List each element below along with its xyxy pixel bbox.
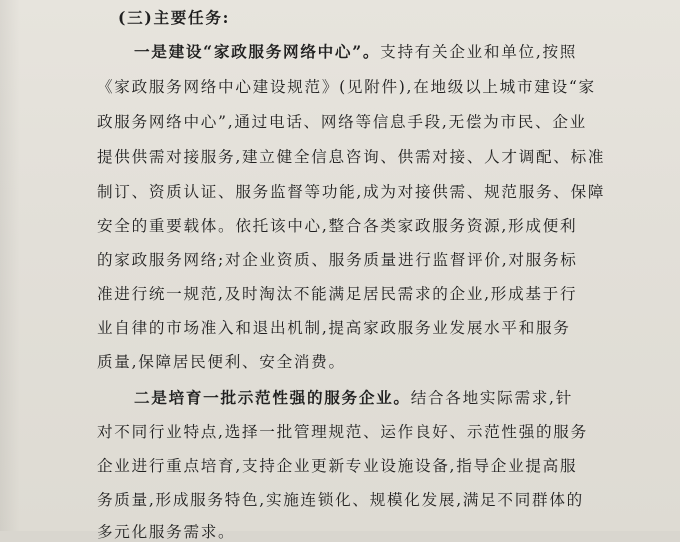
paragraph-1-line: 安全的重要载体。依托该中心,整合各类家政服务资源,形成便利 (97, 217, 578, 235)
paragraph-1-line: 《家政服务网络中心建设规范》(见附件),在地级以上城市建设“家 (97, 78, 596, 96)
paragraph-2-line: 企业进行重点培育,支持企业更新专业设施设备,指导企业提高服 (97, 457, 578, 475)
paragraph-1-line: 质量,保障居民便利、安全消费。 (97, 353, 346, 371)
paragraph-1-lead: 一是建设“家政服务网络中心”。 (134, 42, 381, 61)
paragraph-1-line: 制订、资质认证、服务监督等功能,成为对接供需、规范服务、保障 (97, 183, 606, 201)
paragraph-1-line: 的家政服务网络;对企业资质、服务质量进行监督评价,对服务标 (97, 251, 578, 269)
paragraph-2-line: 务质量,形成服务特色,实施连锁化、规模化发展,满足不同群体的 (97, 491, 584, 509)
paragraph-2-first-line-rest: 结合各地实际需求,针 (410, 389, 574, 407)
paragraph-1-line: 业自律的市场准入和退出机制,提高家政服务业发展水平和服务 (97, 319, 571, 337)
paragraph-2-first-line (134, 388, 573, 408)
paragraph-1-line: 准进行统一规范,及时淘汰不能满足居民需求的企业,形成基于行 (97, 285, 578, 303)
section-heading: (三)主要任务: (118, 8, 231, 27)
paragraph-1-first-line (134, 42, 577, 62)
paragraph-2-line: 对不同行业特点,选择一批管理规范、运作良好、示范性强的服务 (97, 423, 588, 441)
paragraph-1-line: 政服务网络中心”,通过电话、网络等信息手段,无偿为市民、企业 (97, 113, 587, 131)
paragraph-1-first-line-rest: 支持有关企业和单位,按照 (380, 43, 578, 61)
paragraph-1-line: 提供供需对接服务,建立健全信息咨询、供需对接、人才调配、标准 (97, 148, 606, 166)
paragraph-2-line: 多元化服务需求。 (97, 523, 236, 541)
page-edge-shadow (0, 0, 20, 531)
paragraph-2-lead: 二是培育一批示范性强的服务企业。 (134, 388, 411, 407)
